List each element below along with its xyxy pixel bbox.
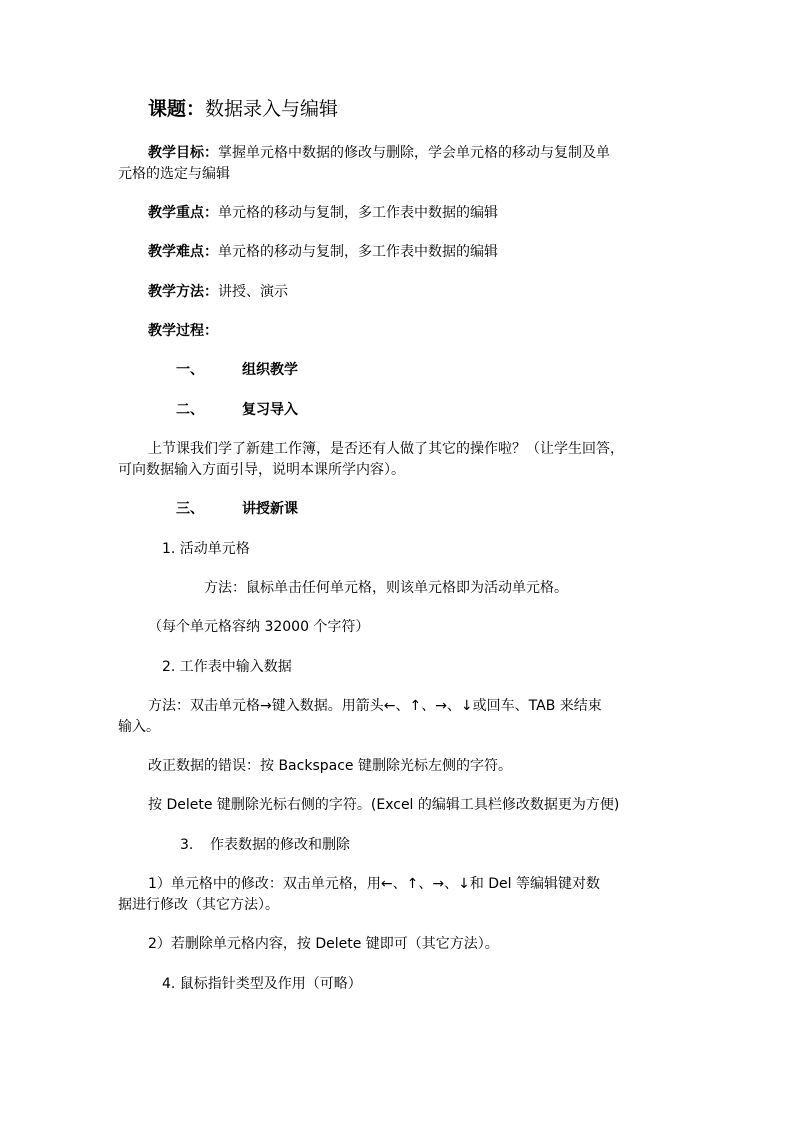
difficulties-text: 单元格的移动与复制，多工作表中数据的编辑 [218, 244, 498, 260]
objective-text: 掌握单元格中数据的修改与删除，学会单元格的移动与复制及单 [218, 145, 610, 161]
lesson-title-label: 课题： [148, 98, 206, 120]
difficulties [148, 242, 498, 262]
item-1-note: （每个单元格容纳 32000 个字符） [148, 619, 370, 635]
methods-label: 教学方法： [148, 284, 218, 300]
difficulties-label: 教学难点： [148, 244, 218, 260]
section-3 [176, 499, 298, 519]
objective-line-1 [148, 143, 610, 163]
section-2 [176, 400, 298, 420]
section-3-title: 讲授新课 [242, 501, 298, 517]
methods-text: 讲授、演示 [218, 284, 288, 300]
lesson-title-text: 数据录入与编辑 [205, 98, 339, 120]
item-2-correct: 改正数据的错误：按 Backspace 键删除光标左侧的字符。 [148, 758, 512, 774]
key-points-text: 单元格的移动与复制，多工作表中数据的编辑 [218, 205, 498, 221]
key-points-label: 教学重点： [148, 205, 218, 221]
objective-label: 教学目标： [148, 145, 218, 161]
section-2-number: 二、 [176, 402, 204, 418]
review-line-1: 上节课我们学了新建工作簿，是否还有人做了其它的操作啦？（让学生回答， [148, 441, 624, 457]
review-line-2: 可向数据输入方面引导，说明本课所学内容）。 [118, 462, 405, 478]
item-2-method-line-2: 输入。 [118, 719, 160, 735]
item-4-heading: 4. 鼠标指针类型及作用（可略） [162, 976, 362, 992]
item-2-heading: 2. 工作表中输入数据 [162, 659, 292, 675]
section-1-title: 组织教学 [242, 362, 298, 378]
section-3-number: 三、 [176, 501, 204, 517]
objective-line-2: 元格的选定与编辑 [118, 166, 230, 182]
item-3-title: 作表数据的修改和删除 [210, 837, 350, 853]
item-3-modify-line-2: 据进行修改（其它方法）。 [118, 897, 279, 913]
process-label: 教学过程： [148, 323, 218, 339]
section-1 [176, 360, 298, 380]
methods [148, 282, 288, 302]
item-3-number: 3. [180, 837, 194, 853]
item-2-method-line-1: 方法：双击单元格→键入数据。用箭头←、↑、→、↓或回车、TAB 来结束 [148, 698, 602, 714]
lesson-title [148, 96, 338, 122]
item-2-delete: 按 Delete 键删除光标右侧的字符。(Excel 的编辑工具栏修改数据更为方便) [148, 797, 620, 813]
section-1-number: 一、 [176, 362, 204, 378]
item-3-modify-line-1: 1）单元格中的修改：双击单元格，用←、↑、→、↓和 Del 等编辑键对数 [148, 876, 601, 892]
item-1-heading: 1. 活动单元格 [162, 541, 250, 557]
item-3-heading [180, 835, 350, 855]
section-2-title: 复习导入 [242, 402, 298, 418]
item-1-method: 方法：鼠标单击任何单元格，则该单元格即为活动单元格。 [204, 580, 568, 596]
item-3-remove: 2）若删除单元格内容，按 Delete 键即可（其它方法）。 [148, 936, 499, 952]
key-points [148, 203, 498, 223]
